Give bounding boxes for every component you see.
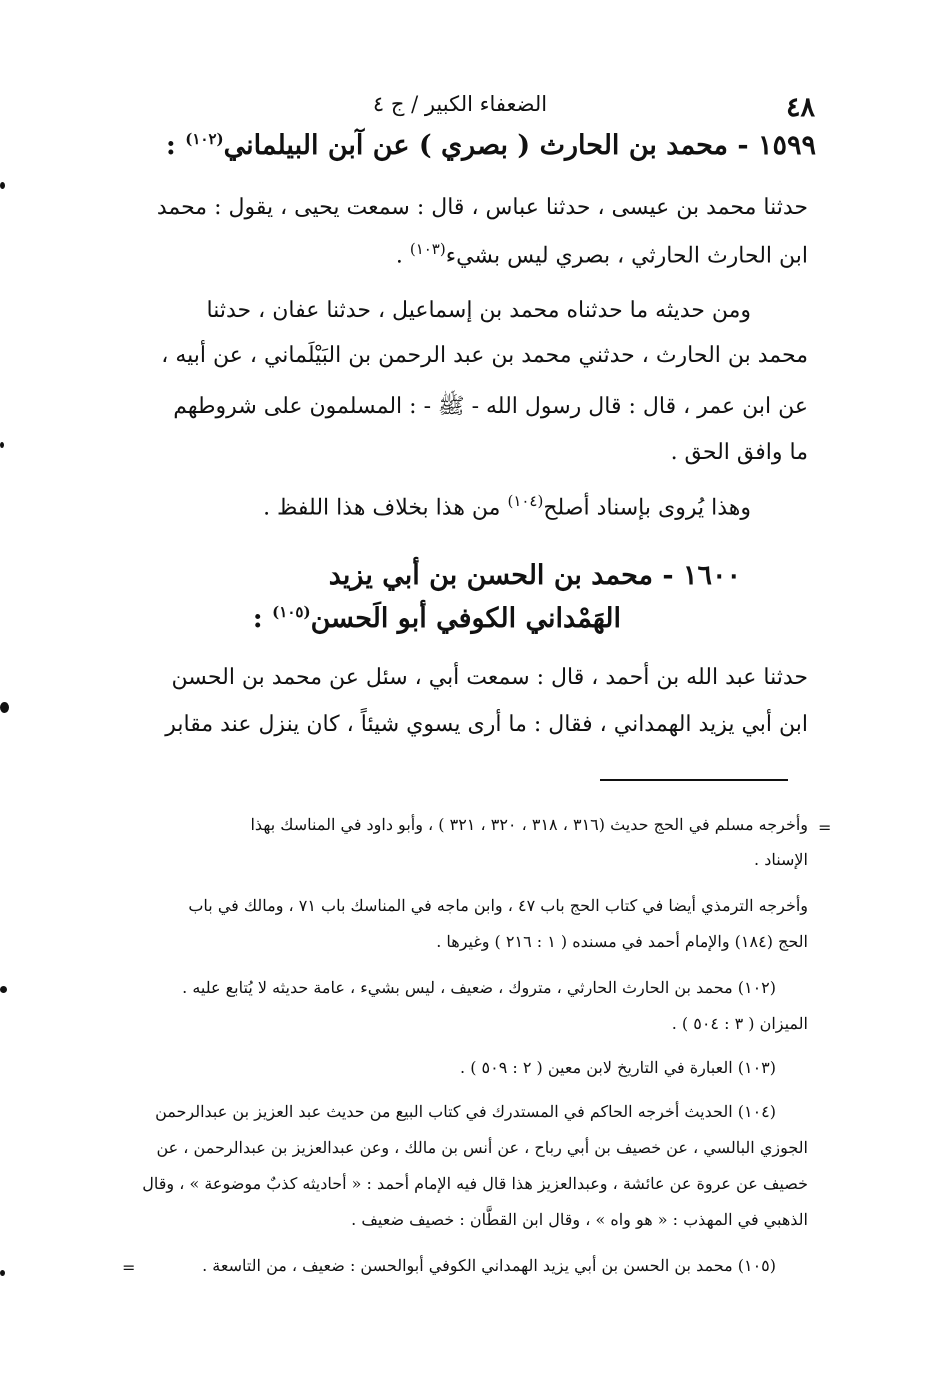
footnote-ref-102: (١٠٢) xyxy=(185,130,224,148)
footnote-p2-line2: الحج (١٨٤) والإمام أحمد في مسنده ( ١ : ٢١٦ ) وغيرها . xyxy=(436,932,808,951)
page-number: ٤٨ xyxy=(785,92,815,123)
para1-line2 xyxy=(128,240,808,268)
footnote-p2-line1: وأخرجه الترمذي أيضا في كتاب الحج باب ٤٧ ، وابن ماجه في المناسك باب ٧١ ، ومالك في باب xyxy=(188,896,808,915)
entry-1600-colon: : xyxy=(252,603,263,634)
scan-mark xyxy=(0,702,9,713)
scan-mark xyxy=(0,986,7,993)
footnote-continuation-marker: = xyxy=(818,818,832,837)
para1-line1: حدثنا محمد بن عيسى ، حدثنا عباس ، قال : سمعت يحيى ، يقول : محمد xyxy=(156,195,808,220)
footnote-105: (١٠٥) محمد بن الحسن بن أبي يزيد الهمداني الكوفي أبوالحسن : ضعيف ، من التاسعة . xyxy=(202,1256,776,1275)
para3-line1-b: من هذا بخلاف هذا اللفظ . xyxy=(263,495,501,521)
footnote-104-line1: (١٠٤) الحديث أخرجه الحاكم في المستدرك في كتاب البيع من حديث عبد العزيز بن عبدالرحمن xyxy=(155,1102,776,1121)
scan-mark xyxy=(0,182,5,189)
footnote-102-line2: الميزان ( ٣ : ٥٠٤ ) . xyxy=(671,1014,808,1033)
para3-line1-a: وهذا يُروى بإسناد أصلح xyxy=(543,495,751,521)
para4-line2: ابن أبي يزيد الهمداني ، فقال : ما أرى يسوي شيئاً ، كان ينزل عند مقابر xyxy=(165,712,808,737)
footnote-104-line4: الذهبي في المهذب : « هو واه » ، وقال ابن القطَّان : خصيف ضعيف . xyxy=(351,1210,808,1229)
scan-mark xyxy=(0,1270,5,1276)
para2-line1: ومن حديثه ما حدثناه محمد بن إسماعيل ، حدثنا عفان ، حدثنا xyxy=(206,298,751,323)
footnote-cont-line2: الإسناد . xyxy=(754,850,808,869)
footnote-ref-104: (١٠٤) xyxy=(507,492,544,510)
running-title: الضعفاء الكبير / ج ٤ xyxy=(372,92,548,116)
para2-line4: ما وافق الحق . xyxy=(670,440,808,465)
para2-line3: عن ابن عمر ، قال : قال رسول الله - ﷺ - : المسلمون على شروطهم xyxy=(173,394,808,419)
footnote-ref-103: (١٠٣) xyxy=(409,240,446,258)
para2-line2: محمد بن الحارث ، حدثني محمد بن عبد الرحمن بن البَيْلَماني ، عن أبيه ، xyxy=(161,343,808,368)
entry-1600-heading-line2 xyxy=(221,603,621,634)
para1-line2-end: . xyxy=(395,243,403,269)
para3-line1 xyxy=(151,492,751,520)
entry-1600-heading-line1: ١٦٠٠ - محمد بن الحسن بن أبي يزيد xyxy=(328,560,741,591)
scan-mark xyxy=(0,442,4,448)
footnote-separator xyxy=(600,779,788,781)
footnote-104-line2: الجوزي البالسي ، عن خصيف بن أبي رباح ، عن أنس بن مالك ، وعن عبدالعزيز بن عبدالرحمن ، عن xyxy=(156,1138,808,1157)
footnote-102-line1: (١٠٢) محمد بن الحارث الحارثي ، متروك ، ضعيف ، ليس بشيء ، عامة حديثه لا يُتابع عليه . xyxy=(182,978,776,997)
footnote-end-marker: = xyxy=(122,1258,136,1277)
footnote-cont-line1: وأخرجه مسلم في الحج حديث (٣١٦ ، ٣١٨ ، ٣٢٠ ، ٣٢١ ) ، وأبو داود في المناسك بهذا xyxy=(250,815,808,834)
entry-1600-title-line2: الهَمْداني الكوفي أبو الَحسن xyxy=(310,603,621,634)
entry-1599-heading xyxy=(136,130,816,161)
entry-1599-colon: : xyxy=(165,130,176,161)
para4-line1: حدثنا عبد الله بن أحمد ، قال : سمعت أبي ، سئل عن محمد بن الحسن xyxy=(171,665,808,690)
footnote-104-line3: خصيف عن عروة عن عائشة ، وعبدالعزيز هذا قال فيه الإمام أحمد : « أحاديثه كذبٌ موضوعة » ، وقال xyxy=(142,1174,808,1193)
entry-1599-title: ١٥٩٩ - محمد بن الحارث ( بصري ) عن آبن البيلماني xyxy=(223,130,816,161)
footnote-ref-105: (١٠٥) xyxy=(272,603,311,621)
footnote-103: (١٠٣) العبارة في التاريخ لابن معين ( ٢ : ٥٠٩ ) . xyxy=(460,1058,776,1077)
para1-line2-text: ابن الحارث الحارثي ، بصري ليس بشيء xyxy=(445,243,808,269)
